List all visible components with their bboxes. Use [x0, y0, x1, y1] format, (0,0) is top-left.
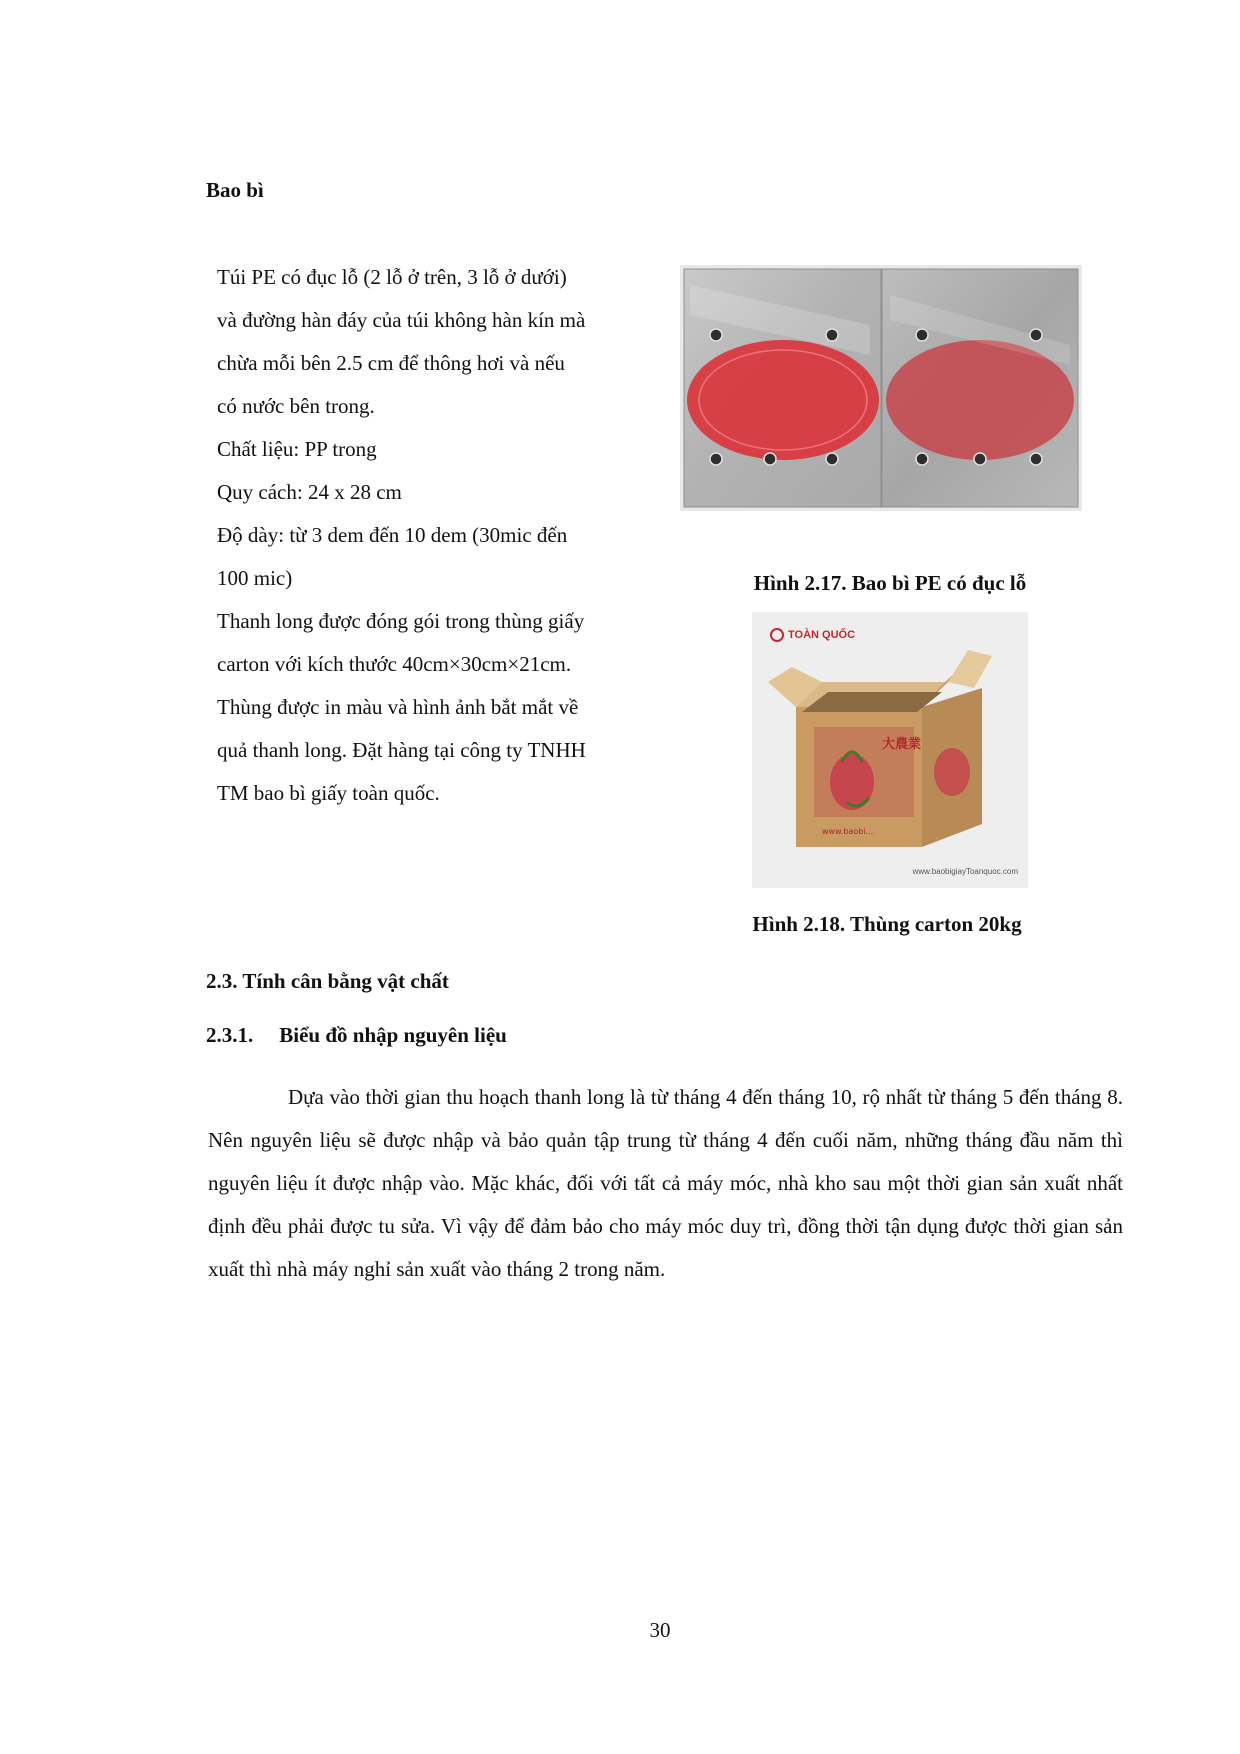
- packaging-description: [217, 256, 657, 815]
- box-print-text: 大農業: [882, 737, 922, 752]
- body-paragraph: [208, 1076, 1123, 1291]
- heading-2-3-1: [206, 1023, 507, 1048]
- carton-box-photo: [752, 612, 1028, 888]
- text-line: Chất liệu: PP trong: [217, 437, 377, 461]
- text-line: có nước bên trong.: [217, 394, 375, 418]
- website-watermark: www.baobigiayToanquoc.com: [912, 867, 1018, 876]
- heading-title: Biểu đồ nhập nguyên liệu: [279, 1023, 507, 1047]
- logo-icon: [770, 628, 784, 642]
- figure-caption-2-18: Hình 2.18. Thùng carton 20kg: [752, 912, 1022, 936]
- carton-box-illustration: [752, 612, 1028, 888]
- text-line: Thanh long được đóng gói trong thùng giấy: [217, 609, 585, 633]
- text-line: Túi PE có đục lỗ (2 lỗ ở trên, 3 lỗ ở dưới): [217, 265, 567, 289]
- text-line: Quy cách: 24 x 28 cm: [217, 480, 402, 504]
- figure-caption-2-17: Hình 2.17. Bao bì PE có đục lỗ: [753, 571, 1027, 595]
- text-line: TM bao bì giấy toàn quốc.: [217, 781, 440, 805]
- page-number: 30: [649, 1618, 671, 1642]
- heading-2-3: 2.3. Tính cân bằng vật chất: [206, 969, 449, 993]
- logo-text: TOÀN QUỐC: [788, 629, 856, 641]
- text-line: 100 mic): [217, 566, 293, 590]
- text-line: chừa mỗi bên 2.5 cm để thông hơi và nếu: [217, 351, 565, 375]
- heading-number: 2.3.1.: [206, 1023, 254, 1047]
- text-line: quả thanh long. Đặt hàng tại công ty TNHH: [217, 738, 586, 762]
- box-print-url: www.baobi...: [822, 827, 874, 836]
- text-line: carton với kích thước 40cm×30cm×21cm.: [217, 652, 572, 676]
- pe-bag-photo: [680, 265, 1082, 511]
- logo: [770, 628, 855, 642]
- text-line: Độ dày: từ 3 dem đến 10 dem (30mic đến: [217, 523, 568, 547]
- text-line: và đường hàn đáy của túi không hàn kín mà: [217, 308, 586, 332]
- body-text: Dựa vào thời gian thu hoạch thanh long là từ tháng 4 đến tháng 10, rộ nhất từ tháng 5 đến tháng 8. Nên nguyên liệu sẽ được nhập và bảo quản tập trung từ tháng 4 đến cuối năm, những tháng đầu năm thì nguyên liệu ít được nhập vào. Mặc khác, đối với tất cả máy móc, nhà kho sau một thời gian sản xuất nhất định đều phải được tu sửa. Vì vậy để đảm bảo cho máy móc duy trì, đồng thời tận dụng được thời gian sản xuất thì nhà máy nghỉ sản xuất vào tháng 2 trong năm.: [208, 1085, 1123, 1281]
- section-title: Bao bì: [206, 178, 264, 202]
- text-line: Thùng được in màu và hình ảnh bắt mắt về: [217, 695, 579, 719]
